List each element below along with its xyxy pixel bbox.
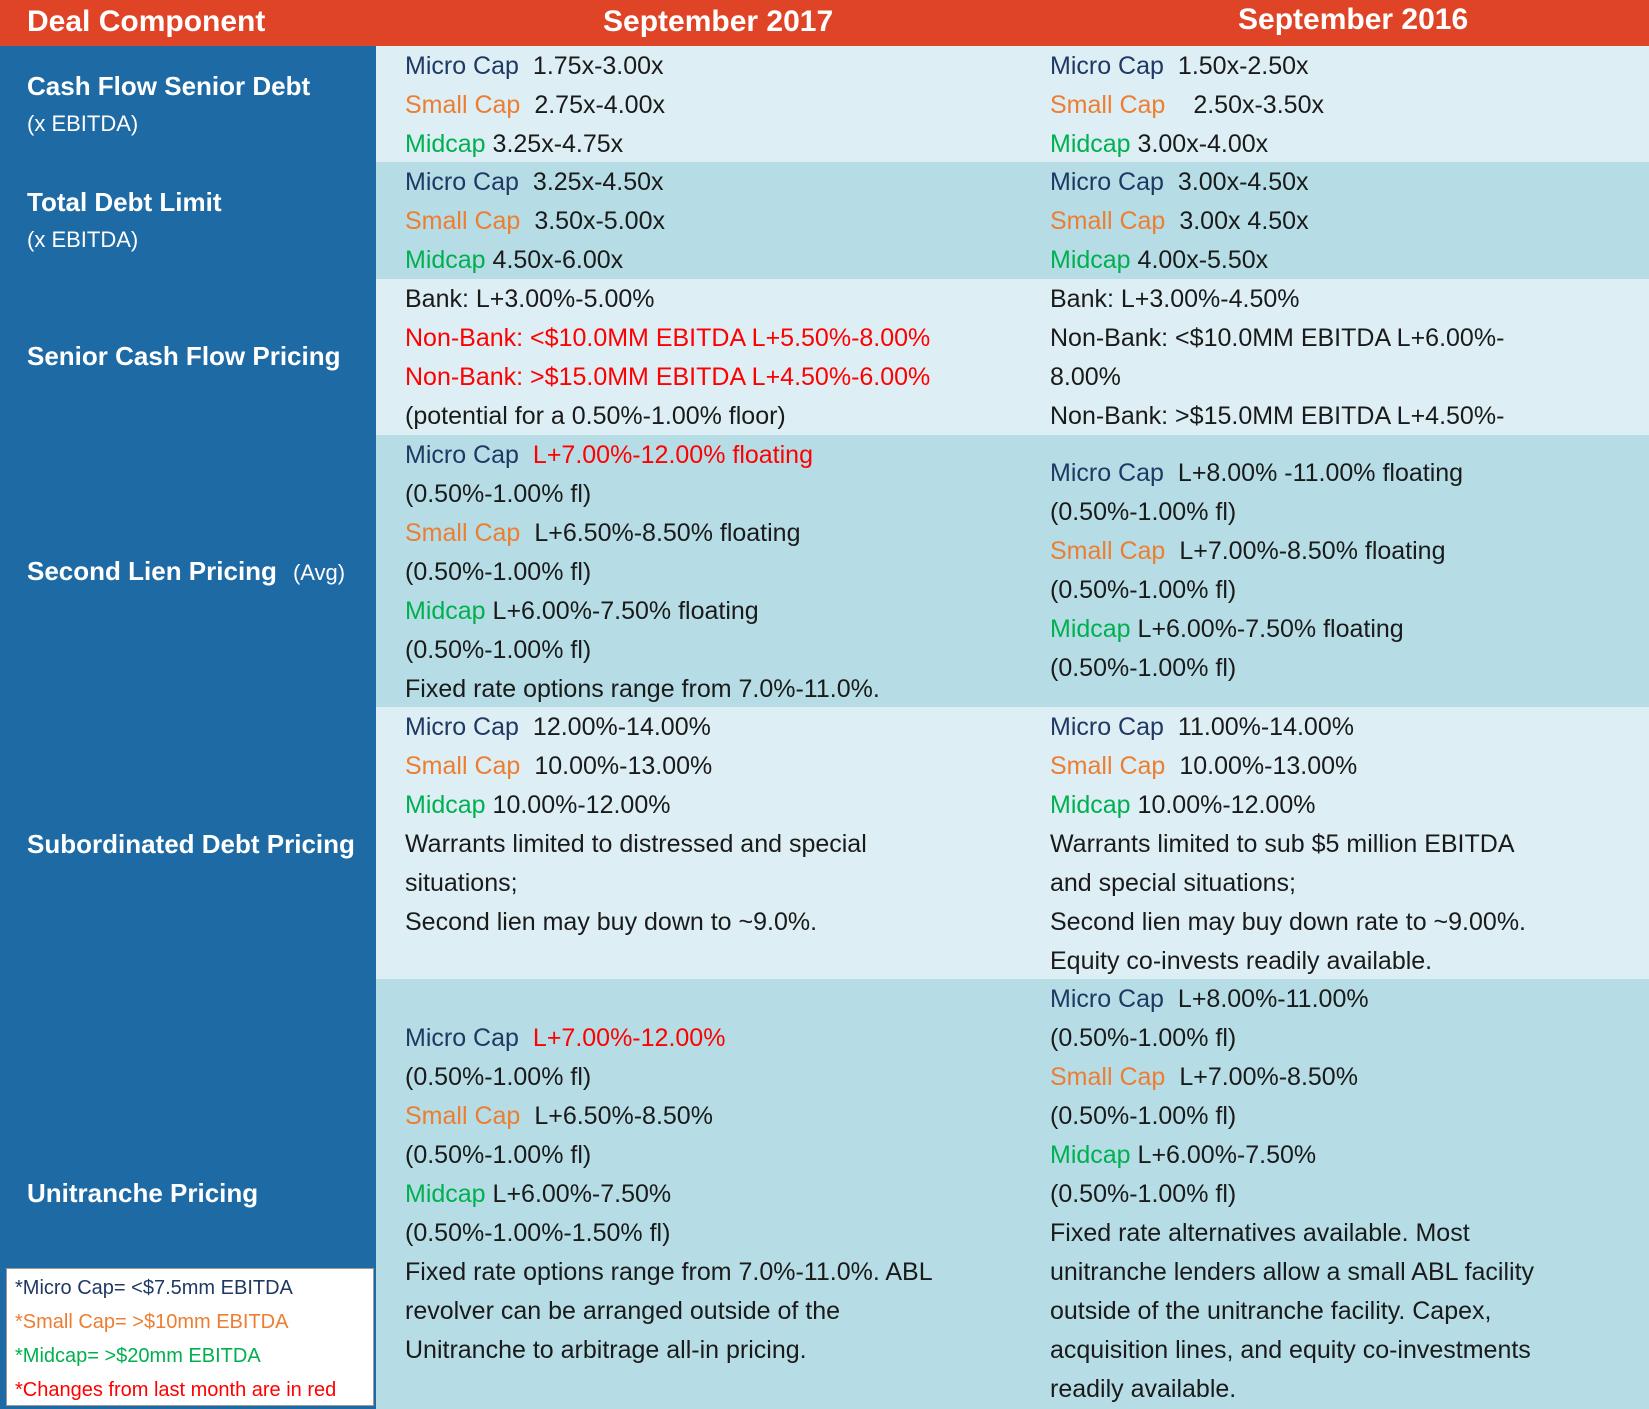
midcap-floor: (0.50%-1.00% fl) — [1050, 1180, 1237, 1208]
cell-subordinated-2016 — [1050, 708, 1526, 981]
small-cap-label: Small Cap — [1050, 752, 1166, 780]
note-line: acquisition lines, and equity co-investments — [1050, 1336, 1531, 1364]
small-cap-value: 2.50x-3.50x — [1193, 91, 1324, 119]
micro-cap-value: L+7.00%-12.00% floating — [532, 441, 813, 469]
legend-midcap: *Midcap= >$20mm EBITDA — [15, 1345, 261, 1367]
note-line: outside of the unitranche facility. Capex, — [1050, 1297, 1492, 1325]
cell-total-debt-2016 — [1050, 163, 1309, 280]
micro-cap-label: Micro Cap — [405, 168, 519, 196]
midcap-floor: (0.50%-1.00% fl) — [405, 636, 592, 664]
small-cap-label: Small Cap — [405, 752, 521, 780]
micro-cap-value: L+7.00%-12.00% — [532, 1024, 726, 1052]
note-line: Fixed rate alternatives available. Most — [1050, 1219, 1470, 1247]
note-line: unitranche lenders allow a small ABL facility — [1050, 1258, 1535, 1286]
small-cap-floor: (0.50%-1.00% fl) — [405, 558, 592, 586]
micro-cap-label: Micro Cap — [1050, 713, 1164, 741]
small-cap-value: 2.75x-4.00x — [534, 91, 665, 119]
second-lien-avg: (Avg) — [292, 560, 346, 585]
cell-cash-flow-2017 — [405, 47, 665, 164]
cell-second-lien-2017 — [405, 436, 880, 709]
micro-cap-label: Micro Cap — [1050, 459, 1164, 487]
micro-cap-label: Micro Cap — [1050, 52, 1164, 80]
legend-small-cap: *Small Cap= >$10mm EBITDA — [15, 1311, 289, 1333]
small-cap-label: Small Cap — [405, 1102, 521, 1130]
midcap-value: L+6.00%-7.50% floating — [492, 597, 759, 625]
small-cap-floor: (0.50%-1.00% fl) — [1050, 576, 1237, 604]
midcap-floor: (0.50%-1.00% fl) — [1050, 654, 1237, 682]
note-line: Second lien may buy down rate to ~9.00%. — [1050, 908, 1526, 936]
micro-cap-floor: (0.50%-1.00% fl) — [405, 1063, 592, 1091]
small-cap-floor: (0.50%-1.00% fl) — [1050, 1102, 1237, 1130]
note-line: Unitranche to arbitrage all-in pricing. — [405, 1336, 807, 1364]
cell-second-lien-2016 — [1050, 454, 1463, 688]
label-total-debt-limit: Total Debt Limit — [27, 187, 222, 217]
second-lien-label-text: Second Lien Pricing — [27, 556, 277, 586]
small-cap-value: L+7.00%-8.50% — [1179, 1063, 1358, 1091]
micro-cap-label: Micro Cap — [1050, 985, 1164, 1013]
midcap-label: Midcap — [1050, 1141, 1131, 1169]
cell-subordinated-2017 — [405, 708, 867, 942]
table-header — [0, 0, 1649, 46]
small-cap-value: 10.00%-13.00% — [534, 752, 713, 780]
small-cap-value: L+6.50%-8.50% — [534, 1102, 713, 1130]
bank-pricing: Bank: L+3.00%-5.00% — [405, 285, 655, 313]
micro-cap-value: 1.50x-2.50x — [1177, 52, 1309, 80]
label-unitranche-pricing: Unitranche Pricing — [27, 1178, 259, 1208]
note-line: Fixed rate options range from 7.0%-11.0%. ABL — [405, 1258, 933, 1286]
midcap-floor: (0.50%-1.00%-1.50% fl) — [405, 1219, 671, 1247]
nonbank-small-pricing-cont: 8.00% — [1050, 363, 1121, 391]
midcap-value: 10.00%-12.00% — [492, 791, 671, 819]
micro-cap-value: 11.00%-14.00% — [1177, 713, 1354, 741]
note-line: and special situations; — [1050, 869, 1296, 897]
micro-cap-label: Micro Cap — [405, 52, 519, 80]
midcap-label: Midcap — [405, 246, 486, 274]
small-cap-label: Small Cap — [405, 91, 521, 119]
small-cap-label: Small Cap — [405, 519, 521, 547]
midcap-value: L+6.00%-7.50% floating — [1137, 615, 1404, 643]
cell-unitranche-2016 — [1050, 980, 1534, 1409]
midcap-label: Midcap — [1050, 246, 1131, 274]
midcap-value: 4.50x-6.00x — [492, 246, 624, 274]
sublabel-total-debt-limit: (x EBITDA) — [27, 227, 139, 252]
cell-total-debt-2017 — [405, 163, 665, 280]
midcap-value: 4.00x-5.50x — [1137, 246, 1269, 274]
midcap-value: 10.00%-12.00% — [1137, 791, 1316, 819]
midcap-label: Midcap — [405, 130, 486, 158]
sublabel-cash-flow-senior-debt: (x EBITDA) — [27, 111, 139, 136]
small-cap-value: L+6.50%-8.50% floating — [534, 519, 801, 547]
bank-pricing: Bank: L+3.00%-4.50% — [1050, 285, 1300, 313]
midcap-label: Midcap — [1050, 130, 1131, 158]
small-cap-label: Small Cap — [1050, 207, 1166, 235]
nonbank-small-pricing: Non-Bank: <$10.0MM EBITDA L+5.50%-8.00% — [405, 324, 931, 352]
micro-cap-floor: (0.50%-1.00% fl) — [1050, 1024, 1237, 1052]
micro-cap-label: Micro Cap — [1050, 168, 1164, 196]
midcap-value: L+6.00%-7.50% — [1137, 1141, 1317, 1169]
micro-cap-label: Micro Cap — [405, 1024, 519, 1052]
cell-senior-pricing-2017 — [405, 280, 930, 436]
label-second-lien-pricing — [27, 556, 345, 587]
note-line: Equity co-invests readily available. — [1050, 947, 1433, 975]
midcap-label: Midcap — [405, 791, 486, 819]
legend-changes-note: *Changes from last month are in red — [15, 1379, 337, 1401]
micro-cap-value: L+8.00%-11.00% — [1177, 985, 1369, 1013]
label-cash-flow-senior-debt: Cash Flow Senior Debt — [27, 71, 311, 101]
nonbank-large-pricing: Non-Bank: >$15.0MM EBITDA L+4.50%-6.00% — [405, 363, 931, 391]
micro-cap-value: 3.00x-4.50x — [1177, 168, 1309, 196]
note-line: revolver can be arranged outside of the — [405, 1297, 840, 1325]
micro-cap-floor: (0.50%-1.00% fl) — [405, 480, 592, 508]
midcap-label: Midcap — [405, 1180, 486, 1208]
micro-cap-value: 12.00%-14.00% — [532, 713, 711, 741]
cell-cash-flow-2016 — [1050, 47, 1324, 164]
micro-cap-label: Micro Cap — [405, 441, 519, 469]
small-cap-value: 10.00%-13.00% — [1179, 752, 1358, 780]
label-senior-cash-flow-pricing: Senior Cash Flow Pricing — [27, 341, 341, 371]
small-cap-label: Small Cap — [405, 207, 521, 235]
micro-cap-value: 1.75x-3.00x — [532, 52, 664, 80]
small-cap-label: Small Cap — [1050, 537, 1166, 565]
midcap-label: Midcap — [1050, 615, 1131, 643]
note-line: readily available. — [1050, 1375, 1237, 1403]
note-line: Warrants limited to sub $5 million EBITDA — [1050, 830, 1515, 858]
micro-cap-label: Micro Cap — [405, 713, 519, 741]
micro-cap-floor: (0.50%-1.00% fl) — [1050, 498, 1237, 526]
midcap-label: Midcap — [1050, 791, 1131, 819]
micro-cap-value: L+8.00% -11.00% floating — [1177, 459, 1464, 487]
header-september-2016: September 2016 — [1238, 3, 1469, 36]
header-september-2017: September 2017 — [603, 5, 834, 38]
small-cap-label: Small Cap — [1050, 1063, 1166, 1091]
legend-box — [6, 1268, 374, 1406]
small-cap-label: Small Cap — [1050, 91, 1166, 119]
small-cap-floor: (0.50%-1.00% fl) — [405, 1141, 592, 1169]
note-line: situations; — [405, 869, 518, 897]
small-cap-value: 3.00x 4.50x — [1179, 207, 1309, 235]
note-line: Warrants limited to distressed and special — [405, 830, 867, 858]
header-deal-component: Deal Component — [27, 5, 266, 38]
cell-unitranche-2017 — [405, 1019, 933, 1370]
floor-note: (potential for a 0.50%-1.00% floor) — [405, 402, 786, 430]
label-subordinated-debt-pricing: Subordinated Debt Pricing — [27, 829, 355, 859]
midcap-value: L+6.00%-7.50% — [492, 1180, 672, 1208]
midcap-label: Midcap — [405, 597, 486, 625]
micro-cap-value: 3.25x-4.50x — [532, 168, 664, 196]
note-line: Second lien may buy down to ~9.0%. — [405, 908, 818, 936]
fixed-rate-note: Fixed rate options range from 7.0%-11.0%. — [405, 675, 880, 703]
small-cap-value: L+7.00%-8.50% floating — [1179, 537, 1446, 565]
midcap-value: 3.25x-4.75x — [492, 130, 624, 158]
nonbank-large-pricing: Non-Bank: >$15.0MM EBITDA L+4.50%- — [1050, 402, 1505, 430]
nonbank-small-pricing: Non-Bank: <$10.0MM EBITDA L+6.00%- — [1050, 324, 1505, 352]
cell-senior-pricing-2016 — [1050, 280, 1504, 436]
legend-micro-cap: *Micro Cap= <$7.5mm EBITDA — [15, 1277, 293, 1299]
small-cap-value: 3.50x-5.00x — [534, 207, 665, 235]
midcap-value: 3.00x-4.00x — [1137, 130, 1269, 158]
